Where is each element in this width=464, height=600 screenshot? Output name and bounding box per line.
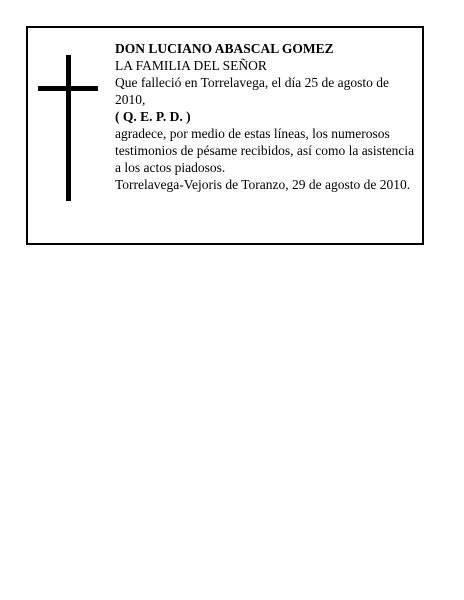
- cross-vertical-bar: [66, 55, 71, 201]
- thanks-text: agradece, por medio de estas líneas, los numerosos testimonios de pésame recibidos, así como la asistencia a los actos piadosos.: [115, 126, 415, 175]
- obituary-notice: [26, 26, 424, 245]
- latin-cross-icon: [38, 55, 98, 201]
- cross-horizontal-bar: [38, 86, 98, 91]
- family-line: LA FAMILIA DEL SEÑOR: [115, 58, 267, 73]
- notice-text: [115, 40, 421, 193]
- deceased-name: DON LUCIANO ABASCAL GOMEZ: [115, 41, 334, 56]
- death-line: Que falleció en Torrelavega, el día 25 de agosto de 2010,: [115, 75, 389, 107]
- place-date: Torrelavega-Vejoris de Toranzo, 29 de agosto de 2010.: [115, 177, 411, 192]
- rip-line: ( Q. E. P. D. ): [115, 109, 191, 124]
